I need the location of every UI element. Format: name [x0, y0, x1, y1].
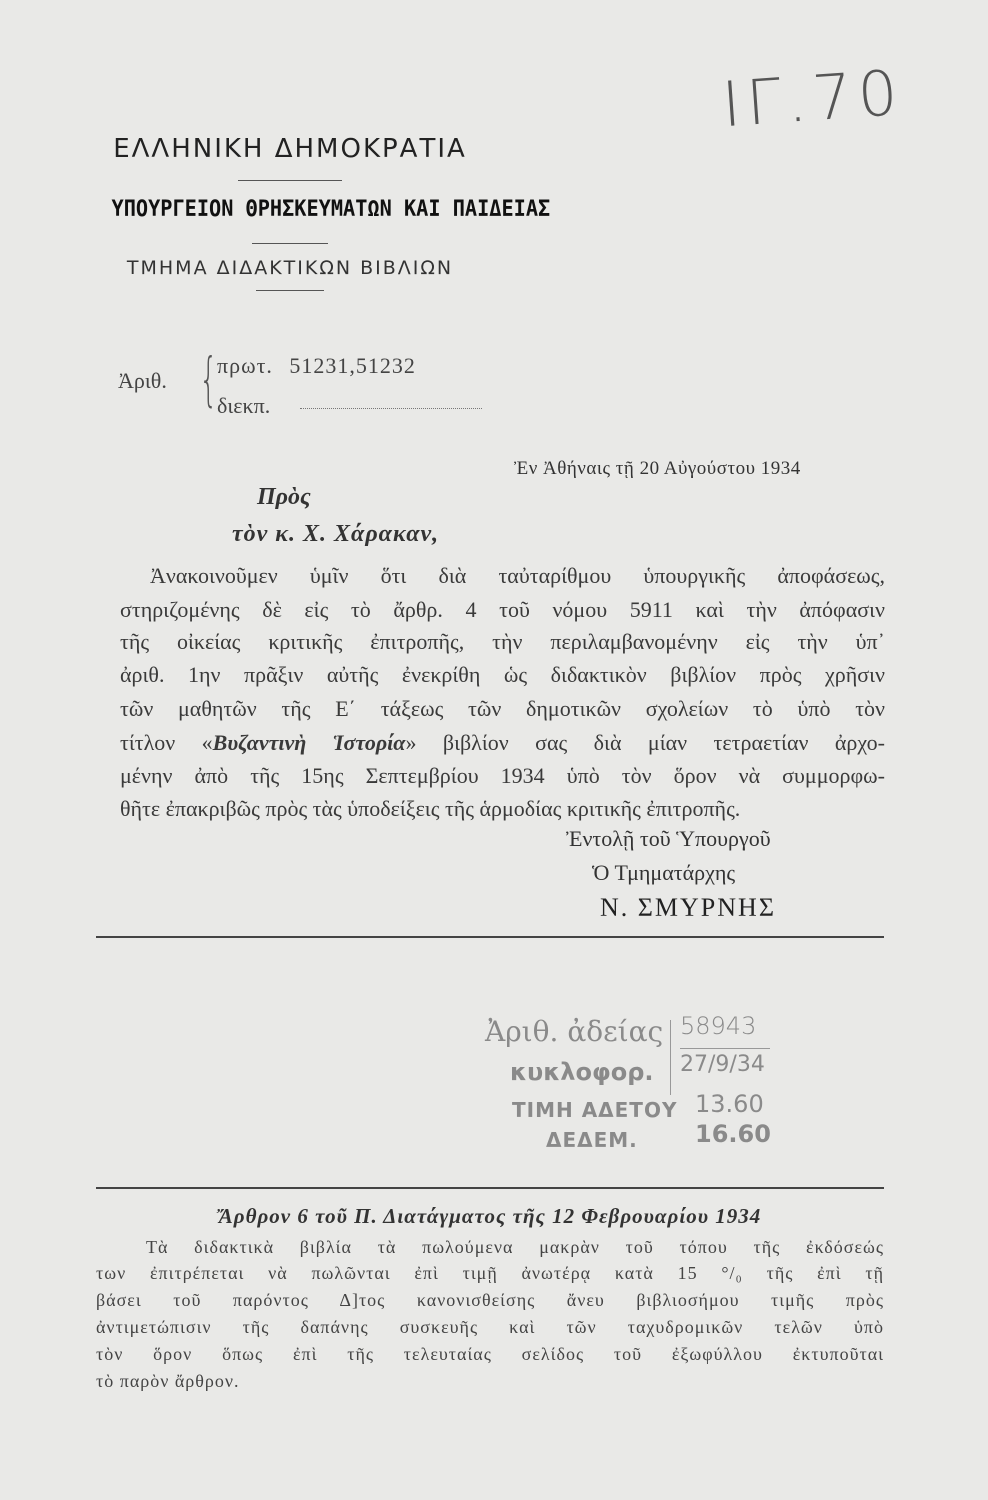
body-line: στηριζομένης δὲ εἰς τὸ ἄρθρ. 4 τοῦ νόμου 5911 καὶ τὴν ἀπόφασιν — [120, 597, 885, 622]
header-ministry: ΥΠΟΥΡΓΕΙΟΝ ΘΡΗΣΚΕΥΜΑΤΩΝ ΚΑΙ ΠΑΙΔΕΙΑΣ — [111, 197, 551, 222]
section-divider — [96, 936, 884, 938]
article-line: τὸ παρὸν ἄρθρον. — [96, 1371, 240, 1391]
stamp-circulation-label: κυκλοφορ. — [510, 1058, 654, 1086]
stamp-divider — [670, 1020, 671, 1095]
header-divider — [238, 180, 342, 181]
article-line: των ἐπιτρέπεται νὰ πωλῶνται ἐπὶ τιμῇ ἀνωτέρᾳ κατὰ 15 °/₀ τῆς ἐπὶ τῇ — [96, 1263, 884, 1283]
dispatch-dotted-line — [300, 408, 482, 409]
stamp-divider — [680, 1048, 770, 1049]
addressee: τὸν κ. Χ. Χάρακαν, — [232, 521, 440, 547]
body-line-title — [120, 727, 885, 759]
body-text: τίτλον « — [120, 730, 213, 755]
header-divider — [252, 243, 328, 244]
stamp-number: 58943 — [680, 1012, 757, 1040]
stamp-price-label: ΤΙΜΗ ΑΔΕΤΟΥ — [512, 1098, 678, 1122]
salutation-to: Πρὸς — [257, 484, 311, 510]
license-stamp — [480, 1010, 780, 1170]
book-title: Βυζαντινὴ Ἱστορία — [212, 730, 406, 755]
body-line: μένην ἀπὸ τῆς 15ης Σεπτεμβρίου 1934 ὑπὸ τὸν ὅρον νὰ συμμορφω- — [120, 763, 885, 788]
stamp-bound-label: ΔΕΔΕΜ. — [546, 1128, 638, 1152]
brace-icon: { — [199, 345, 218, 413]
protocol-line — [217, 353, 416, 379]
header-divider — [256, 290, 324, 291]
date-line: Ἐν Ἀθήναις τῇ 20 Αὐγούστου 1934 — [514, 458, 801, 479]
article-line: τὸν ὅρον ὅπως ἐπὶ τῆς τελευταίας σελίδος τοῦ ἐξωφύλλου ἐκτυποῦται — [96, 1344, 884, 1364]
article-line: Τὰ διδακτικὰ βιβλία τὰ πωλούμενα μακρὰν τοῦ τόπου τῆς ἐκδόσεώς — [146, 1237, 884, 1257]
stamp-price: 13.60 — [695, 1090, 764, 1118]
header-department: ΤΜΗΜΑ ΔΙΔΑΚΤΙΚΩΝ ΒΙΒΛΙΩΝ — [126, 257, 454, 279]
handwritten-note: ΙΓ.70 — [719, 55, 906, 142]
body-line: τῆς οἰκείας κριτικῆς ἐπιτροπῆς, τὴν περιλαμβανομένην εἰς τὴν ὑπ᾽ — [120, 629, 885, 654]
stamp-price-bound: 16.60 — [695, 1120, 771, 1148]
stamp-date: 27/9/34 — [680, 1052, 765, 1077]
header-state: ΕΛΛΗΝΙΚΗ ΔΗΜΟΚΡΑΤΙΑ — [113, 134, 467, 164]
protocol-number: 51231,51232 — [289, 353, 416, 378]
article-line: βάσει τοῦ παρόντος Δ]τος κανονισθείσης ἄνευ βιβλιοσήμου τιμῆς πρὸς — [96, 1290, 884, 1310]
signature-role: Ὁ Τμηματάρχης — [592, 860, 736, 885]
body-line: τῶν μαθητῶν τῆς Ε΄ τάξεως τῶν δημοτικῶν σχολείων τὸ ὑπὸ τὸν — [120, 696, 885, 721]
article-title: Ἄρθρον 6 τοῦ Π. Διατάγματος τῆς 12 Φεβρουαρίου 1934 — [218, 1204, 762, 1228]
section-divider — [96, 1187, 884, 1189]
signature-name: Ν. ΣΜΥΡΝΗΣ — [600, 893, 776, 922]
article-line: ἀντιμετώπισιν τῆς δαπάνης συσκευῆς καὶ τῶν ταχυδρομικῶν τελῶν ὑπὸ — [96, 1317, 884, 1337]
protocol-label: πρωτ. — [217, 353, 273, 378]
signature-order: Ἐντολῇ τοῦ Ὑπουργοῦ — [566, 826, 771, 851]
dispatch-label: διεκπ. — [217, 393, 271, 418]
reference-label: Ἀριθ. — [118, 368, 167, 393]
stamp-license-label: Ἀριθ. ἀδείας — [485, 1015, 664, 1048]
body-line: Ἀνακοινοῦμεν ὑμῖν ὅτι διὰ ταὐταρίθμου ὑπουργικῆς ἀποφάσεως, — [150, 563, 885, 588]
body-line: ἀριθ. 1ην πρᾶξιν αὐτῆς ἐνεκρίθη ὡς διδακτικὸν βιβλίον πρὸς χρῆσιν — [120, 662, 885, 687]
body-text: » βιβλίον σας διὰ μίαν τετραετίαν ἀρχο- — [405, 730, 885, 755]
body-line: θῆτε ἐπακριβῶς πρὸς τὰς ὑποδείξεις τῆς ἁρμοδίας κριτικῆς ἐπιτροπῆς. — [120, 796, 741, 821]
